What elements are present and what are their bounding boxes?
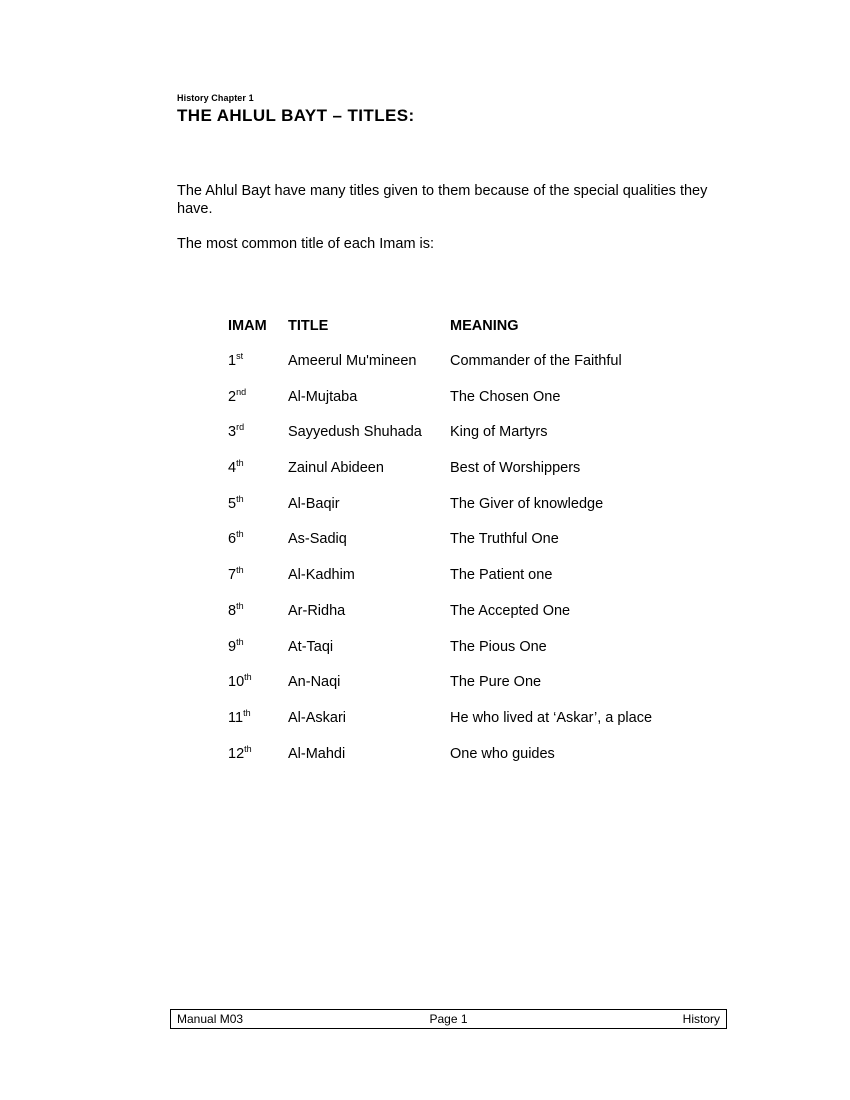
imam-title-cell: Ameerul Mu'mineen	[288, 353, 417, 369]
table-row	[228, 567, 730, 603]
table-row	[228, 639, 730, 675]
table-row	[228, 389, 730, 425]
imam-title-cell: Al-Mujtaba	[288, 388, 358, 405]
table-row	[228, 496, 730, 532]
imam-number-cell	[228, 707, 288, 746]
imam-number: 8	[228, 602, 237, 619]
ordinal-suffix: th	[236, 600, 244, 611]
title-meaning-cell: One who guides	[450, 745, 555, 762]
imam-title-cell: Al-Baqir	[288, 495, 340, 512]
ordinal-suffix: th	[236, 493, 244, 504]
footer-manual-label: Manual M03	[177, 1012, 244, 1026]
imam-number: 12	[228, 745, 245, 762]
imam-number: 5	[228, 495, 237, 512]
imam-number-cell	[228, 636, 288, 675]
chapter-label: History Chapter 1	[177, 93, 254, 103]
title-meaning-cell: Commander of the Faithful	[450, 353, 622, 369]
intro-paragraph: The Ahlul Bayt have many titles given to them because of the special qualities they have.	[177, 183, 708, 217]
imam-title-cell: Al-Kadhim	[288, 567, 355, 584]
imam-title-cell: Sayyedush Shuhada	[288, 424, 422, 441]
imam-title-cell: Al-Askari	[288, 709, 347, 726]
title-meaning-cell: Best of Worshippers	[450, 460, 581, 477]
page-footer	[170, 1009, 727, 1029]
ordinal-suffix: th	[236, 565, 244, 576]
table-row	[228, 460, 730, 496]
column-header-imam: IMAM	[228, 318, 267, 334]
imam-number: 4	[228, 460, 237, 477]
imam-number: 2	[228, 388, 237, 405]
table-body	[228, 353, 730, 781]
intro-subparagraph: The most common title of each Imam is:	[177, 236, 435, 252]
imam-number-cell	[228, 460, 288, 496]
imam-number: 10	[228, 674, 245, 691]
table-header-row	[228, 318, 730, 353]
imam-number: 1	[228, 353, 237, 369]
imam-number-cell	[228, 674, 288, 710]
title-meaning-cell: The Giver of knowledge	[450, 495, 604, 512]
table-row	[228, 710, 730, 746]
imam-number: 9	[228, 638, 237, 655]
imam-number: 7	[228, 567, 237, 584]
imam-title-cell: Zainul Abideen	[288, 460, 384, 477]
page-title: THE AHLUL BAYT – TITLES:	[177, 106, 415, 125]
ordinal-suffix: th	[244, 672, 252, 683]
imam-number: 3	[228, 424, 237, 441]
title-meaning-cell: The Accepted One	[450, 602, 571, 619]
table-row	[228, 674, 730, 710]
imam-titles-table	[228, 318, 730, 781]
imam-number: 11	[228, 709, 244, 726]
title-meaning-cell: The Pious One	[450, 638, 547, 655]
title-meaning-cell: He who lived at ‘Askar’, a place	[450, 709, 653, 726]
column-header-meaning: MEANING	[450, 318, 519, 334]
ordinal-suffix: th	[236, 529, 244, 540]
imam-number-cell	[228, 567, 288, 603]
imam-number: 6	[228, 531, 237, 548]
imam-number-cell	[228, 424, 288, 460]
imam-number-cell	[228, 600, 288, 639]
imam-title-cell: An-Naqi	[288, 674, 341, 691]
imam-title-cell: Ar-Ridha	[288, 602, 346, 619]
ordinal-suffix: th	[236, 636, 244, 647]
ordinal-suffix: st	[236, 351, 244, 361]
title-meaning-cell: King of Martyrs	[450, 424, 548, 441]
table-row	[228, 531, 730, 567]
imam-title-cell: Al-Mahdi	[288, 745, 346, 762]
footer-page-number: Page 1	[429, 1012, 468, 1026]
imam-number-cell	[228, 353, 288, 389]
imam-title-cell: At-Taqi	[288, 638, 334, 655]
title-meaning-cell: The Chosen One	[450, 388, 561, 405]
imam-title-cell: As-Sadiq	[288, 531, 347, 548]
table-row	[228, 746, 730, 782]
ordinal-suffix: th	[236, 458, 244, 469]
column-header-title: TITLE	[288, 318, 329, 334]
title-meaning-cell: The Patient one	[450, 567, 553, 584]
imam-number-cell	[228, 743, 288, 782]
footer-section-label: History	[682, 1012, 720, 1026]
imam-number-cell	[228, 386, 288, 425]
ordinal-suffix: th	[243, 707, 251, 718]
title-meaning-cell: The Pure One	[450, 674, 542, 691]
imam-number-cell	[228, 531, 288, 567]
imam-number-cell	[228, 493, 288, 532]
ordinal-suffix: rd	[236, 422, 245, 433]
title-meaning-cell: The Truthful One	[450, 531, 559, 548]
ordinal-suffix: nd	[236, 386, 247, 397]
table-row	[228, 353, 730, 389]
table-row	[228, 603, 730, 639]
ordinal-suffix: th	[244, 743, 252, 754]
table-row	[228, 424, 730, 460]
